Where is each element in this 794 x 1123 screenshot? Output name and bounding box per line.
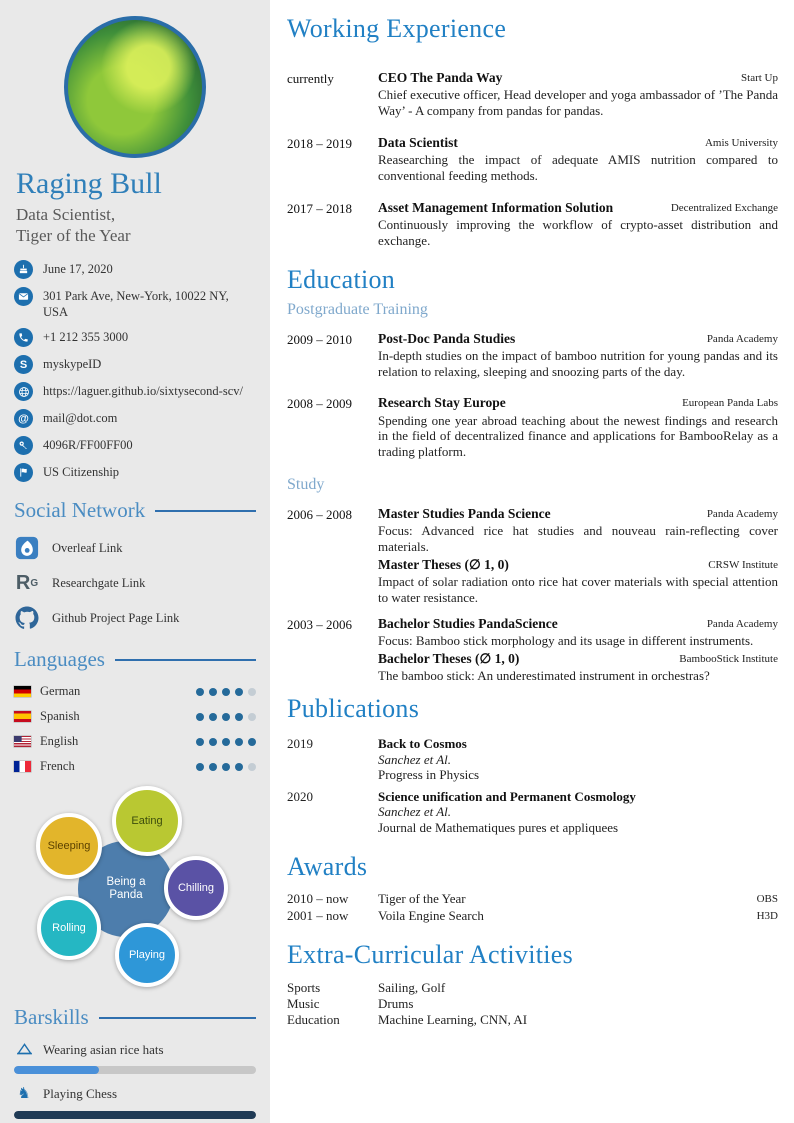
entry-org: BambooStick Institute [679, 653, 778, 666]
publication-entry [287, 789, 778, 836]
social-network-heading [14, 498, 256, 523]
bubble-label: Sleeping [47, 839, 91, 852]
researchgate-icon: R G [15, 571, 39, 594]
skill-bar-chess [14, 1111, 256, 1119]
contact-birthday [14, 260, 256, 279]
birthday-cake-icon [14, 260, 33, 279]
person-title [16, 204, 254, 247]
spain-flag-icon [14, 711, 31, 722]
education-entry [287, 395, 778, 460]
entry-period: 2006 – 2008 [287, 507, 352, 523]
github-icon [14, 605, 40, 631]
bubble-sleeping [36, 813, 102, 879]
contact-address [14, 287, 256, 320]
language-german [14, 684, 256, 699]
sidebar [0, 0, 270, 1123]
entry-title: Master Studies Panda Science [378, 506, 551, 522]
language-level-french [196, 763, 256, 771]
thesis-entry [287, 651, 778, 684]
bubble-label: Chilling [177, 881, 215, 894]
languages-heading-label: Languages [14, 647, 105, 672]
publication-year: 2020 [287, 788, 313, 804]
entry-period: currently [287, 70, 334, 86]
language-label: French [40, 759, 75, 774]
publication-journal: Journal de Mathematiques pures et appliquees [378, 819, 619, 835]
extra-value: Drums [378, 996, 414, 1012]
language-level-german [196, 688, 256, 696]
entry-description: The bamboo stick: An underestimated instrument in orchestras? [378, 668, 710, 684]
bubble-label: Rolling [52, 921, 86, 934]
chess-icon: ♞ [17, 1086, 31, 1103]
award-period: 2010 – now [287, 891, 349, 907]
contact-phone [14, 328, 256, 347]
entry-period: 2018 – 2019 [287, 135, 352, 151]
entry-period [287, 557, 378, 606]
address-text: 301 Park Ave, New-York, 10022 NY, USA [43, 289, 229, 319]
citizenship-text: US Citizenship [43, 465, 120, 480]
publication-authors: Sanchez et Al. [378, 804, 452, 820]
publication-year: 2019 [287, 735, 313, 751]
entry-period: 2009 – 2010 [287, 331, 352, 347]
entry-title: Data Scientist [378, 134, 458, 150]
bubble-playing [115, 923, 179, 987]
overleaf-label: Overleaf Link [52, 540, 123, 555]
experience-entry [287, 135, 778, 184]
education-heading: Education [287, 264, 396, 294]
working-experience-heading: Working Experience [287, 14, 507, 43]
barskills-heading [14, 1005, 256, 1030]
entry-description: Spending one year abroad teaching about the newest findings and research in the field of decentralized finance and applications for BambooRelay as a trading platform. [378, 412, 778, 460]
thesis-entry [287, 557, 778, 606]
language-english [14, 734, 256, 749]
language-french [14, 759, 256, 774]
entry-org: Panda Academy [706, 332, 778, 345]
entry-org: CRSW Institute [708, 559, 778, 572]
person-title-line2: Tiger of the Year [16, 225, 131, 245]
languages-list [0, 684, 270, 774]
extra-value: Machine Learning, CNN, AI [378, 1012, 528, 1028]
bubble-rolling [37, 896, 101, 960]
entry-description: Focus: Advanced rice hat studies and nouveau rain-reflecting cover materials. [378, 523, 778, 555]
experience-entry [287, 200, 778, 249]
entry-title: Research Stay Europe [378, 395, 506, 411]
github-label: Github Project Page Link [52, 610, 180, 625]
publication-journal: Progress in Physics [378, 767, 480, 783]
skype-icon: S [14, 355, 33, 374]
skill-label: Wearing asian rice hats [43, 1042, 164, 1058]
publication-authors: Sanchez et Al. [378, 751, 452, 767]
extra-entry [287, 980, 778, 996]
entry-description: Focus: Bamboo stick morphology and its usage in different instruments. [378, 633, 754, 649]
main-content [287, 0, 778, 1029]
entry-title: Asset Management Information Solution [378, 199, 614, 215]
entry-title: CEO The Panda Way [378, 69, 503, 85]
entry-org: Decentralized Exchange [670, 201, 778, 214]
bubble-eating [112, 786, 182, 856]
citizenship-flag-icon [14, 463, 33, 482]
researchgate-label: Researchgate Link [52, 575, 146, 590]
skill-bar-fill [14, 1111, 256, 1119]
profile-photo [64, 16, 206, 158]
entry-org: Panda Academy [706, 508, 778, 521]
researchgate-link[interactable] [14, 570, 256, 596]
education-entry-group [287, 506, 778, 606]
overleaf-link[interactable] [14, 535, 256, 561]
language-level-spanish [196, 713, 256, 721]
photo-frame [0, 16, 270, 158]
bubble-label: Playing [128, 948, 166, 961]
entry-title: Bachelor Studies PandaScience [378, 615, 558, 631]
education-entry-group [287, 616, 778, 684]
language-spanish [14, 709, 256, 724]
skill-chess [14, 1084, 256, 1119]
entry-title: Master Theses (∅ 1, 0) [378, 557, 509, 573]
social-list [0, 535, 270, 631]
social-network-heading-label: Social Network [14, 498, 146, 523]
experience-entry [287, 70, 778, 119]
entry-org: Amis University [704, 136, 778, 149]
publications-heading: Publications [287, 694, 420, 724]
extra-value: Sailing, Golf [378, 979, 446, 995]
skill-bubble-chart [0, 784, 270, 989]
birthday-text: June 17, 2020 [43, 262, 113, 276]
skype-text: myskypeID [43, 357, 102, 372]
language-label: German [40, 684, 81, 699]
publication-title: Science unification and Permanent Cosmology [378, 788, 636, 804]
rice-hat-icon [14, 1043, 34, 1057]
language-level-english [196, 738, 256, 746]
entry-org: European Panda Labs [682, 397, 778, 410]
entry-period: 2003 – 2006 [287, 616, 352, 632]
languages-heading [14, 647, 256, 672]
skill-bar-rice-hats [14, 1066, 256, 1074]
awards-heading: Awards [287, 851, 368, 881]
extra-category: Sports [287, 979, 321, 995]
bubble-chilling [164, 856, 228, 920]
entry-description: Chief executive officer, Head developer and yoga ambassador of ’The Panda Way’ - A company from pandas for pandas. [378, 87, 778, 118]
phone-text: +1 212 355 3000 [43, 330, 129, 345]
email-at-icon: @ [14, 409, 33, 428]
study-subheading: Study [287, 476, 325, 494]
germany-flag-icon [14, 686, 31, 697]
extra-category: Education [287, 1012, 340, 1028]
overleaf-icon [14, 535, 40, 561]
entry-description: Impact of solar radiation onto rice hat cover materials with special attention to water resistance. [378, 574, 778, 606]
phone-icon [14, 328, 33, 347]
entry-period: 2008 – 2009 [287, 396, 352, 412]
extra-curricular-heading: Extra-Curricular Activities [287, 939, 574, 969]
email-text[interactable]: mail@dot.com [43, 411, 118, 426]
website-globe-icon [14, 382, 33, 401]
contact-skype [14, 355, 256, 374]
barskills-heading-label: Barskills [14, 1005, 89, 1030]
postgraduate-training-subheading: Postgraduate Training [287, 300, 428, 318]
education-entry [287, 331, 778, 380]
language-label: English [40, 734, 79, 749]
entry-period: 2017 – 2018 [287, 200, 352, 216]
entry-org: Start Up [741, 71, 778, 84]
github-link[interactable] [14, 605, 256, 631]
pgp-key-icon [14, 436, 33, 455]
extra-entry [287, 1012, 778, 1028]
award-title: Tiger of the Year [378, 891, 466, 907]
entry-description: In-depth studies on the impact of bamboo nutrition for young pandas and its relation to relaxing, sleeping and snoozing parts of the day. [378, 347, 778, 379]
award-title: Voila Engine Search [378, 907, 484, 923]
entry-title: Bachelor Theses (∅ 1, 0) [378, 651, 520, 667]
award-entry [287, 908, 778, 924]
usa-flag-icon [14, 736, 31, 747]
award-entry [287, 891, 778, 907]
extra-entry [287, 996, 778, 1012]
skill-rice-hats [14, 1042, 256, 1074]
bubble-label: Being a Panda [106, 876, 146, 902]
contact-email[interactable] [14, 409, 256, 428]
publication-title: Back to Cosmos [378, 735, 467, 751]
award-org: H3D [756, 909, 778, 922]
entry-description: Continuously improving the workflow of crypto-asset distribution and exchange. [378, 216, 778, 248]
education-entry [287, 506, 778, 555]
address-envelope-icon [14, 287, 33, 306]
language-label: Spanish [40, 709, 80, 724]
entry-org: Panda Academy [706, 617, 778, 630]
person-title-line1: Data Scientist, [16, 204, 116, 224]
contact-citizenship [14, 463, 256, 482]
publication-entry [287, 736, 778, 783]
person-name: Raging Bull [16, 167, 162, 200]
education-entry [287, 616, 778, 649]
award-period: 2001 – now [287, 907, 349, 923]
extra-category: Music [287, 996, 320, 1012]
entry-description: Reasearching the impact of adequate AMIS nutrition compared to conventional feeding methods. [378, 151, 778, 183]
skill-bar-fill [14, 1066, 99, 1074]
skill-label: Playing Chess [43, 1085, 118, 1101]
france-flag-icon [14, 761, 31, 772]
entry-title: Post-Doc Panda Studies [378, 330, 516, 346]
contact-list [0, 260, 270, 482]
entry-period [287, 651, 378, 684]
contact-pgp-key [14, 436, 256, 455]
award-org: OBS [756, 893, 778, 906]
contact-website[interactable] [14, 382, 256, 401]
pgp-key-text: 4096R/FF00FF00 [43, 438, 133, 453]
bubble-label: Eating [131, 814, 163, 827]
website-text[interactable]: https://laguer.github.io/sixtysecond-scv/ [43, 384, 243, 399]
